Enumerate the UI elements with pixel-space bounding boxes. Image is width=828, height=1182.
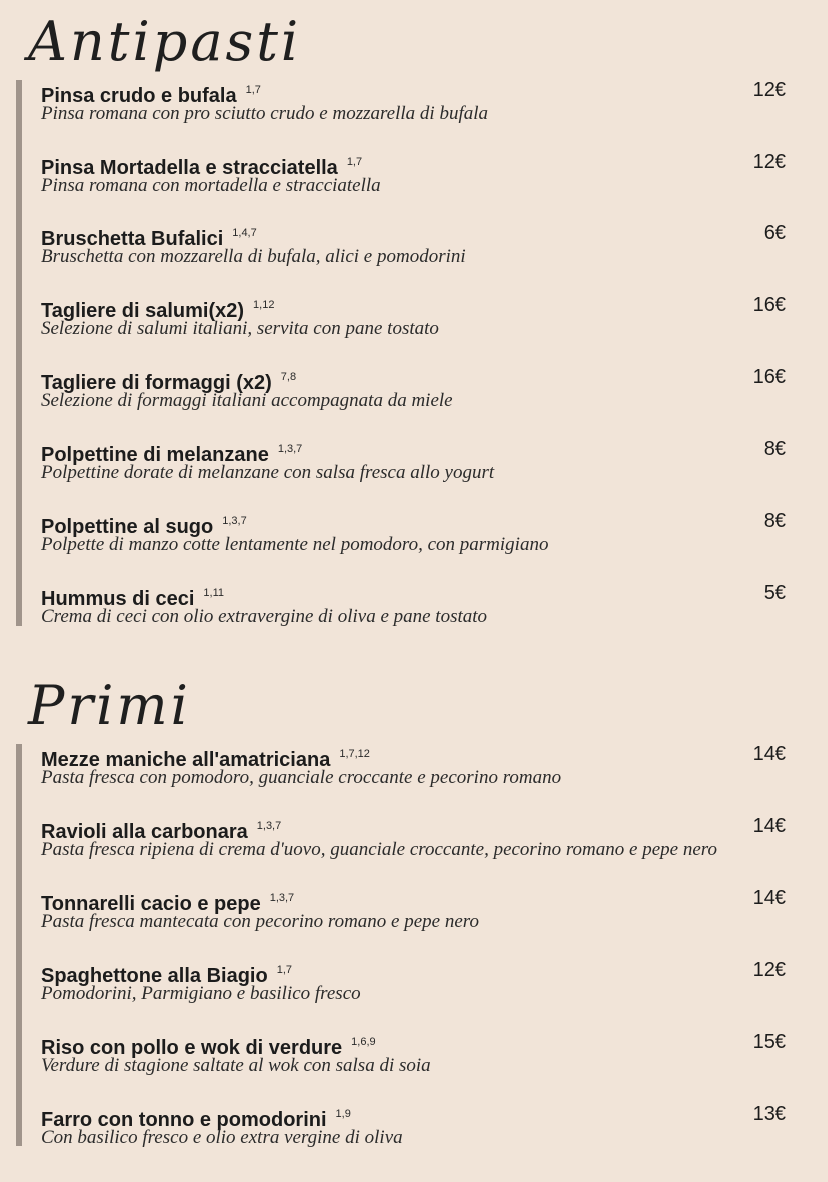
menu-item [41,580,786,636]
item-description: Verdure di stagione saltate al wok con salsa di soia [41,1055,431,1076]
menu-item [41,77,786,133]
menu-item [41,957,786,1013]
item-name: Tagliere di formaggi (x2) $^{7,8}$ [41,371,297,394]
item-name: Riso con pollo e wok di verdure $^{1,6,9}$ [41,1036,376,1059]
item-description: Selezione di salumi italiani, servita con pane tostato [41,318,439,339]
menu-item [41,508,786,564]
item-description: Selezione di formaggi italiani accompagnata da miele [41,390,453,411]
item-name: Mezze maniche all'amatriciana $^{1,7,12}$ [41,748,370,771]
item-name: Ravioli alla carbonara $^{1,3,7}$ [41,820,282,843]
item-allergens: 1,7 [276,964,292,976]
item-description: Crema di ceci con olio extravergine di oliva e pane tostato [41,606,488,627]
item-name: Spaghettone alla Biagio $^{1,7}$ [41,964,292,987]
item-allergens: 1,3,7 [277,443,303,455]
item-allergens: 1,7,12 [339,748,370,760]
item-price: 14€ [752,815,786,837]
item-description: Pasta fresca con pomodoro, guanciale croccante e pecorino romano [41,767,562,788]
item-allergens: 1,12 [253,299,275,311]
item-description: Pasta fresca mantecata con pecorino romano e pepe nero [41,911,479,932]
section-accent-bar [16,80,22,626]
item-price: 14€ [752,887,786,909]
item-description: Pomodorini, Parmigiano e basilico fresco [41,983,361,1004]
item-description: Polpette di manzo cotte lentamente nel pomodoro, con parmigiano [41,534,549,555]
menu-item [41,1101,786,1157]
item-allergens: 1,3,7 [222,515,247,527]
item-description: Bruschetta con mozzarella di bufala, alici e pomodorini [41,246,466,267]
item-name: Farro con tonno e pomodorini $^{1,9}$ [41,1108,351,1131]
item-name: Tonnarelli cacio e pepe $^{1,3,7}$ [41,892,295,915]
item-price: 14€ [752,743,786,765]
menu-item [41,364,786,420]
item-description: Pinsa romana con pro sciutto crudo e mozzarella di bufala [41,103,489,124]
item-name: Pinsa crudo e bufala $^{1,7}$ [41,84,261,107]
item-allergens: 1,11 [203,587,224,599]
menu-item [41,885,786,941]
item-description: Pasta fresca ripiena di crema d'uovo, guanciale croccante, pecorino romano e pepe nero [41,839,717,860]
item-description: Con basilico fresco e olio extra vergine di oliva [41,1127,403,1148]
item-allergens: 1,4,7 [232,227,257,239]
item-price: 12€ [752,151,786,173]
item-price: 8€ [763,510,786,532]
item-name: Polpettine al sugo $^{1,3,7}$ [41,515,247,538]
item-description: Polpettine dorate di melanzane con salsa fresca allo yogurt [41,462,495,483]
item-name: Pinsa Mortadella e stracciatella $^{1,7}$ [41,156,363,179]
menu-item [41,149,786,205]
item-allergens: 1,3,7 [269,892,295,904]
item-name: Hummus di ceci $^{1,11}$ [41,587,224,610]
menu-item [41,813,786,869]
menu-item [41,1029,786,1085]
item-allergens: 1,9 [335,1108,351,1120]
item-name: Polpettine di melanzane $^{1,3,7}$ [41,443,303,466]
item-price: 5€ [763,582,786,604]
section-accent-bar [16,744,22,1146]
menu-item [41,436,786,492]
item-price: 13€ [752,1103,786,1125]
menu-item [41,292,786,348]
item-allergens: 1,7 [346,156,363,168]
item-price: 15€ [752,1031,786,1053]
item-allergens: 1,7 [245,84,261,96]
item-allergens: 1,6,9 [351,1036,376,1048]
item-price: 12€ [752,959,786,981]
item-price: 12€ [752,79,786,101]
item-price: 6€ [763,222,786,244]
item-price: 8€ [763,438,786,460]
item-allergens: 7,8 [280,371,297,383]
menu-item [41,741,786,797]
item-price: 16€ [752,366,786,388]
item-description: Pinsa romana con mortadella e stracciatella [41,175,381,196]
item-name: Tagliere di salumi(x2) $^{1,12}$ [41,299,275,322]
menu-item [41,220,786,276]
section-title: Primi [28,674,191,737]
item-name: Bruschetta Bufalici $^{1,4,7}$ [41,227,257,250]
item-allergens: 1,3,7 [256,820,282,832]
section-title: Antipasti [28,10,302,73]
item-price: 16€ [752,294,786,316]
